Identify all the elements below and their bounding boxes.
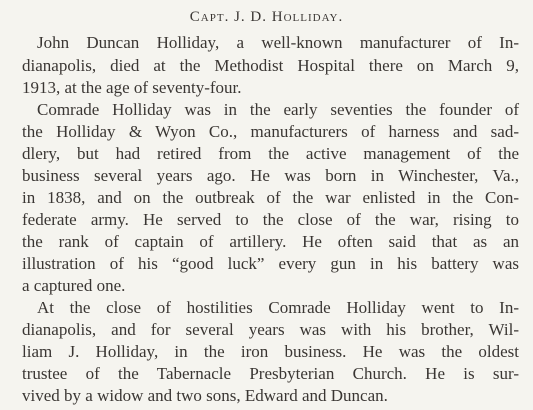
paragraph-2-line-2: the Holliday & Wyon Co., manufacturers of harness and sad- xyxy=(22,122,519,141)
paragraph-2-line-5: in 1838, and on the outbreak of the war enlisted in the Con- xyxy=(22,188,519,207)
paragraph-3-line-1: At the close of hostilities Comrade Holliday went to In- xyxy=(37,298,519,317)
paragraph-3-line-5: vived by a widow and two sons, Edward and Duncan. xyxy=(22,386,388,405)
paragraph-3-line-4: trustee of the Tabernacle Presbyterian Church. He is sur- xyxy=(22,364,519,383)
paragraph-2-line-6: federate army. He served to the close of the war, rising to xyxy=(22,210,519,229)
paragraph-3-line-2: dianapolis, and for several years was with his brother, Wil- xyxy=(22,320,519,339)
paragraph-2-line-7: the rank of captain of artillery. He often said that as an xyxy=(22,232,519,251)
paragraph-1-line-1: John Duncan Holliday, a well-known manufacturer of In- xyxy=(37,33,519,52)
paragraph-3-line-3: liam J. Holliday, in the iron business. He was the oldest xyxy=(22,342,519,361)
paragraph-2-line-3: dlery, but had retired from the active management of the xyxy=(22,144,519,163)
paragraph-2-line-9: a captured one. xyxy=(22,276,126,295)
paragraph-1-line-2: dianapolis, died at the Methodist Hospital there on March 9, xyxy=(22,56,519,75)
paragraph-2-line-8: illustration of his “good luck” every gun in his battery was xyxy=(22,254,519,273)
paragraph-2-line-1: Comrade Holliday was in the early seventies the founder of xyxy=(37,100,519,119)
obituary-heading: Capt. J. D. Holliday. xyxy=(189,9,344,25)
paragraph-2-line-4: business several years ago. He was born in Winchester, Va., xyxy=(22,166,519,185)
paragraph-1-line-3: 1913, at the age of seventy-four. xyxy=(22,78,242,97)
